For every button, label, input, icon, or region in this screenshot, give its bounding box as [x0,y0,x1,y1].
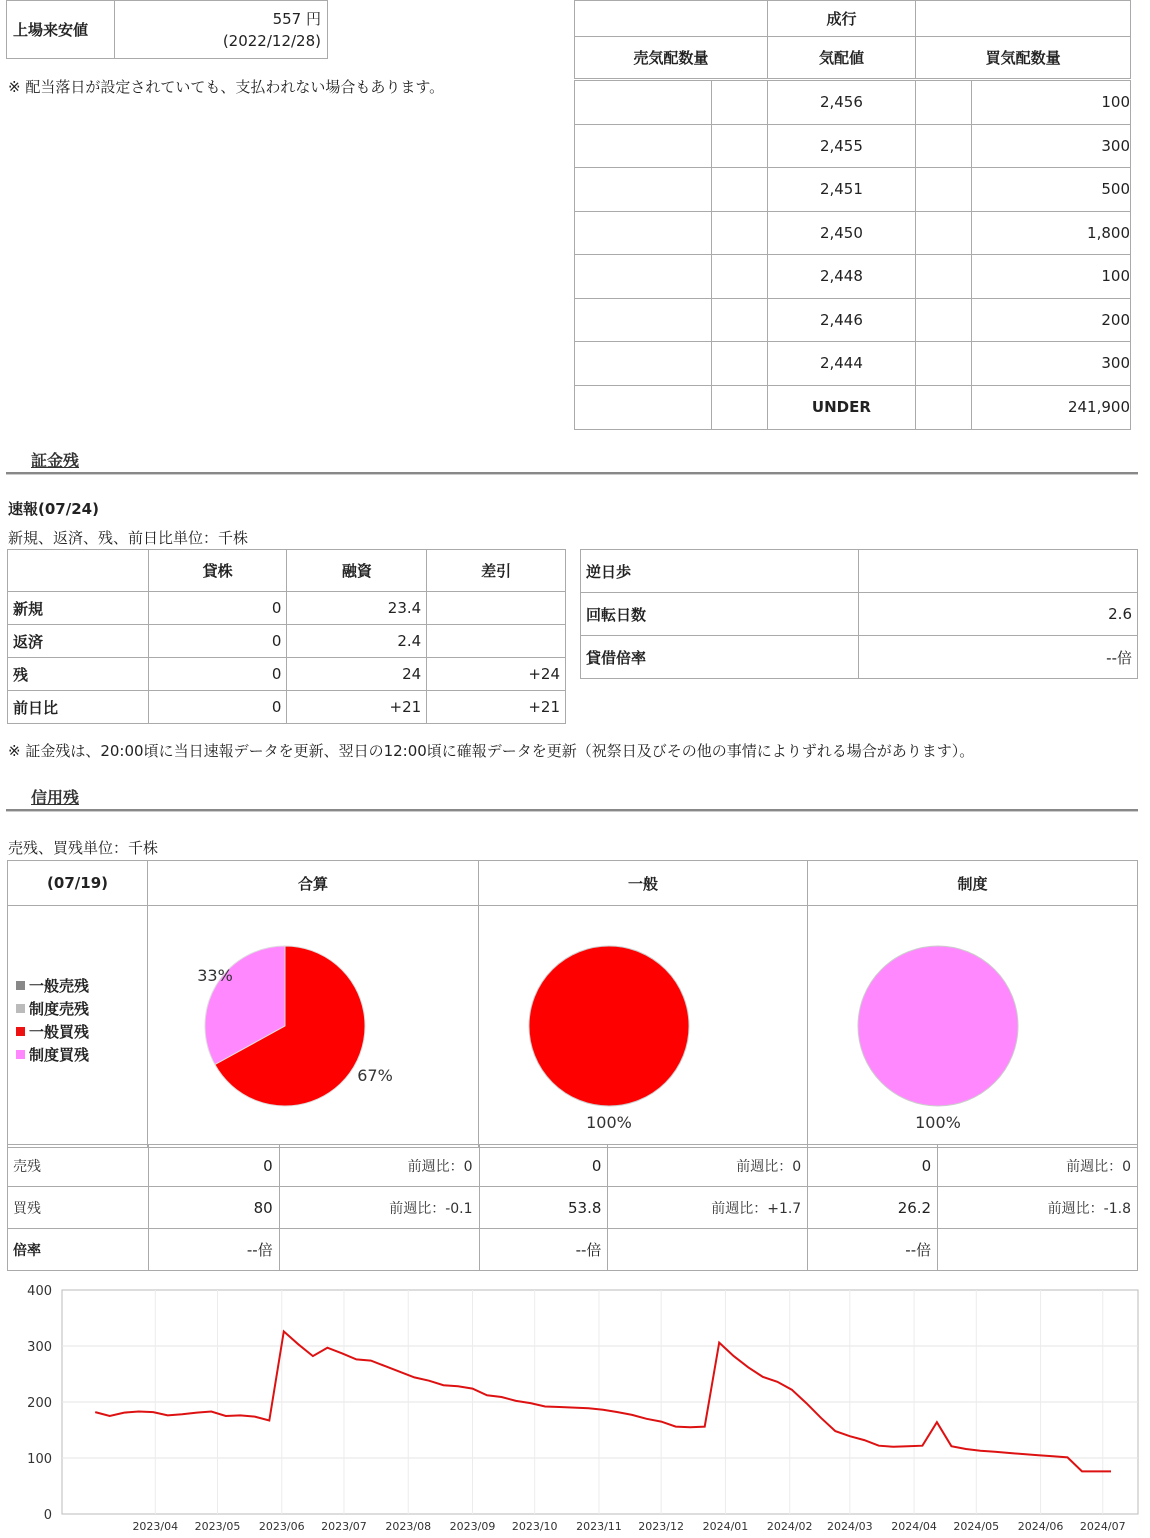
margin-row-loan: 0 [148,592,287,625]
orderbook-sell-blank [711,255,767,299]
margin-section-title: 証金残 [31,451,80,470]
credit-week-change [608,1229,808,1271]
margin-row-loan: 0 [148,691,287,724]
legend-item [16,1043,147,1066]
margin-row-label: 返済 [8,625,149,658]
credit-week-change: 前週比：-0.1 [279,1187,479,1229]
orderbook-buy-qty: 300 [972,342,1131,386]
credit-value: --倍 [148,1229,279,1271]
credit-row-label: 倍率 [8,1229,149,1271]
orderbook-header-buy: 買気配数量 [916,37,1131,79]
orderbook-price: UNDER [767,385,916,429]
margin-row-diff: +24 [427,658,566,691]
pie-chart-general [479,906,806,1143]
orderbook-price: 2,446 [767,298,916,342]
orderbook-row [575,168,1131,212]
credit-value: --倍 [808,1229,938,1271]
credit-row-ratio [8,1229,1138,1271]
margin-flash-label: 速報(07/24) [8,500,99,518]
margin-row-finance: +21 [287,691,427,724]
legend-swatch-icon [16,1050,25,1059]
margin-row [8,592,566,625]
credit-value: 80 [148,1187,279,1229]
credit-week-change [938,1229,1138,1271]
chart-xtick-label: 2023/07 [321,1520,367,1533]
chart-xtick-label: 2024/06 [1017,1520,1064,1533]
orderbook-sell-blank [711,298,767,342]
orderbook-buy-blank [916,342,972,386]
orderbook-row [575,255,1131,299]
orderbook-price: 2,444 [767,342,916,386]
credit-date: (07/19) [8,861,148,906]
orderbook-sell-qty [575,211,712,255]
orderbook-sell-blank [711,168,767,212]
orderbook-buy-qty: 200 [972,298,1131,342]
margin-side-label: 回転日数 [581,593,859,636]
orderbook-price: 2,450 [767,211,916,255]
chart-ytick-label: 200 [27,1396,52,1411]
legend-item [16,974,147,997]
margin-side-label: 貸借倍率 [581,636,859,679]
chart-xtick-label: 2023/06 [258,1520,305,1533]
listing-low-price: 557 円 [272,9,321,28]
credit-week-change: 前週比：+1.7 [608,1187,808,1229]
margin-side-value [859,550,1138,593]
orderbook-row [575,124,1131,168]
margin-row [8,625,566,658]
legend-item [16,1020,147,1043]
pie-slice [858,946,1018,1106]
credit-header-system: 制度 [808,861,1138,906]
orderbook-sell-qty [575,342,712,386]
chart-xtick-label: 2023/05 [194,1520,241,1533]
margin-row-finance: 24 [287,658,427,691]
orderbook-row [575,81,1131,125]
orderbook-buy-blank [916,124,972,168]
pie-label: 100% [915,1113,961,1132]
margin-row [8,691,566,724]
credit-value: 26.2 [808,1187,938,1229]
orderbook-sell-qty [575,255,712,299]
orderbook-price: 2,451 [767,168,916,212]
orderbook-header-price: 気配値 [767,37,916,79]
orderbook-price: 2,456 [767,81,916,125]
margin-note: ※ 証金残は、20:00頃に当日速報データを更新、翌日の12:00頃に確報データを更新（祝祭日及びその他の事情によりずれる場合があります）。 [8,742,975,760]
credit-value: 0 [479,1145,608,1187]
legend-swatch-icon [16,1027,25,1036]
orderbook-price: 2,455 [767,124,916,168]
pie-label: 67% [357,1066,393,1085]
margin-header-loan: 貸株 [148,550,287,592]
chart-xtick-label: 2023/10 [511,1520,558,1533]
orderbook-sell-blank [711,124,767,168]
chart-ytick-label: 300 [27,1340,52,1355]
listing-low-date: (2022/12/28) [222,31,321,50]
orderbook-price: 2,448 [767,255,916,299]
credit-row-label: 売残 [8,1145,149,1187]
chart-xtick-label: 2024/03 [826,1520,873,1533]
orderbook-sell-blank [711,211,767,255]
orderbook-buy-qty: 1,800 [972,211,1131,255]
chart-xtick-label: 2024/01 [702,1520,749,1533]
margin-side-label: 逆日歩 [581,550,859,593]
legend-label: 一般売残 [29,976,90,995]
orderbook-rows [574,80,1131,430]
orderbook-table [574,0,1131,79]
margin-side-value: --倍 [859,636,1138,679]
orderbook-buy-blank [916,168,972,212]
credit-week-change: 前週比：-1.8 [938,1187,1138,1229]
listing-low-table [6,0,328,59]
margin-side-value: 2.6 [859,593,1138,636]
margin-row-label: 前日比 [8,691,149,724]
credit-row-label: 買残 [8,1187,149,1229]
margin-header-diff: 差引 [427,550,566,592]
orderbook-buy-qty: 100 [972,255,1131,299]
dividend-note: ※ 配当落日が設定されていても、支払われない場合もあります。 [8,78,445,96]
margin-row-diff [427,625,566,658]
credit-value: --倍 [479,1229,608,1271]
orderbook-buy-blank [916,255,972,299]
margin-side-row [581,636,1138,679]
pie-cell-total [148,906,479,1148]
orderbook-sell-blank [711,342,767,386]
pie-chart-total [148,906,477,1143]
credit-week-change: 前週比：0 [279,1145,479,1187]
legend-label: 一般買残 [29,1022,90,1041]
credit-week-change [279,1229,479,1271]
orderbook-buy-blank [916,81,972,125]
pie-cell-system [808,906,1138,1148]
legend-label: 制度売残 [29,999,90,1018]
credit-section-rule [6,809,1138,812]
credit-trend-chart [0,1278,1150,1538]
orderbook-buy-qty: 500 [972,168,1131,212]
orderbook-row [575,342,1131,386]
pie-chart-system [808,906,1136,1143]
margin-row-diff [427,592,566,625]
margin-header-finance: 融資 [287,550,427,592]
credit-section-title: 信用残 [31,788,80,807]
chart-xtick-label: 2024/07 [1079,1520,1126,1533]
chart-ytick-label: 400 [27,1284,52,1299]
credit-row-buy [8,1187,1138,1229]
margin-row-finance: 2.4 [287,625,427,658]
orderbook-buy-qty: 300 [972,124,1131,168]
pie-cell-general [479,906,808,1148]
credit-row-sell [8,1145,1138,1187]
orderbook-buy-blank [916,298,972,342]
margin-row-label: 新規 [8,592,149,625]
orderbook-sell-qty [575,385,712,429]
margin-side-table [580,549,1138,679]
credit-value: 0 [148,1145,279,1187]
margin-side-row [581,593,1138,636]
orderbook-sell-qty [575,298,712,342]
orderbook-buy-blank [916,385,972,429]
chart-xtick-label: 2023/09 [449,1520,496,1533]
orderbook-row [575,211,1131,255]
chart-xtick-label: 2024/04 [891,1520,937,1533]
margin-row-finance: 23.4 [287,592,427,625]
legend-swatch-icon [16,1004,25,1013]
chart-xtick-label: 2023/04 [132,1520,179,1533]
margin-row-loan: 0 [148,625,287,658]
credit-legend [8,906,148,1148]
chart-xtick-label: 2024/02 [766,1520,813,1533]
credit-unit-label: 売残、買残単位：千株 [8,839,159,857]
orderbook-sell-qty [575,124,712,168]
chart-ytick-label: 0 [43,1508,52,1523]
margin-section-rule [6,472,1138,475]
orderbook-row [575,385,1131,429]
margin-row [8,658,566,691]
chart-xtick-label: 2023/08 [385,1520,432,1533]
pie-label: 33% [197,966,233,985]
margin-side-row [581,550,1138,593]
margin-row-loan: 0 [148,658,287,691]
orderbook-sell-qty [575,81,712,125]
credit-rows-table [7,1144,1138,1271]
chart-ytick-label: 100 [27,1452,52,1467]
credit-week-change: 前週比：0 [608,1145,808,1187]
orderbook-buy-qty: 100 [972,81,1131,125]
credit-header-general: 一般 [479,861,808,906]
margin-table [7,549,566,724]
pie-label: 100% [586,1113,632,1132]
credit-header-total: 合算 [148,861,479,906]
orderbook-sell-blank [711,81,767,125]
chart-xtick-label: 2023/12 [638,1520,685,1533]
orderbook-sell-blank [711,385,767,429]
legend-label: 制度買残 [29,1045,90,1064]
margin-row-diff: +21 [427,691,566,724]
orderbook-buy-qty: 241,900 [972,385,1131,429]
legend-item [16,997,147,1020]
pie-slice [529,946,689,1106]
orderbook-sell-qty [575,168,712,212]
listing-low-label: 上場来安値 [7,1,115,59]
margin-row-label: 残 [8,658,149,691]
orderbook-buy-blank [916,211,972,255]
credit-value: 53.8 [479,1187,608,1229]
chart-xtick-label: 2024/05 [953,1520,1000,1533]
credit-value: 0 [808,1145,938,1187]
orderbook-row [575,298,1131,342]
credit-table [7,860,1138,1148]
orderbook-market-label: 成行 [767,1,916,37]
margin-unit-label: 新規、返済、残、前日比単位：千株 [8,529,249,547]
legend-swatch-icon [16,981,25,990]
credit-week-change: 前週比：0 [938,1145,1138,1187]
orderbook-header-sell: 売気配数量 [575,37,768,79]
chart-xtick-label: 2023/11 [576,1520,622,1533]
